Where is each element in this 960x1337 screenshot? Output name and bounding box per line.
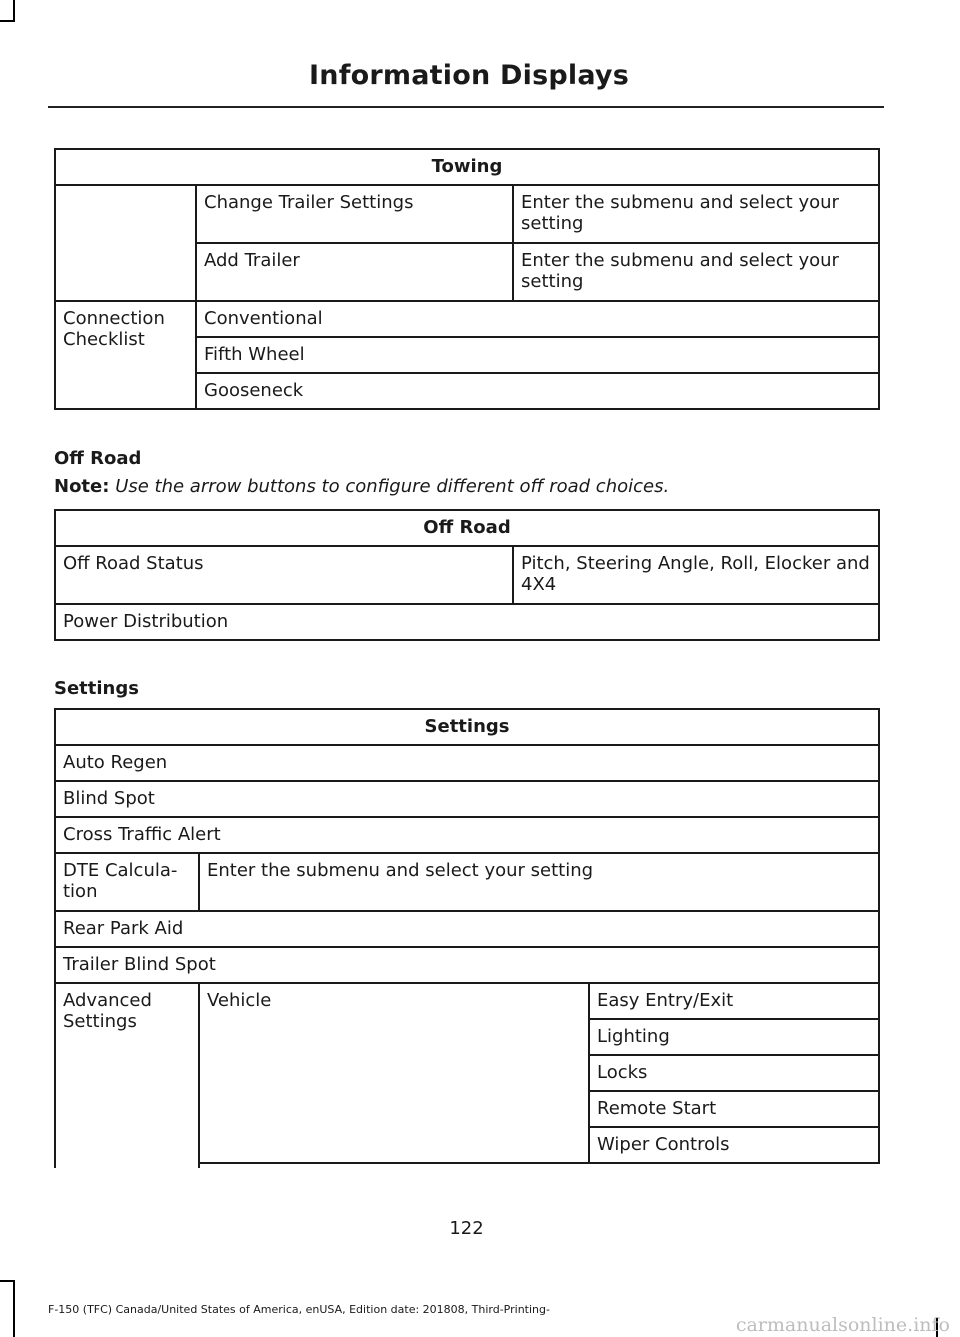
table-row [55,185,879,243]
table-row [55,745,879,781]
crop-mark-top-left [13,0,15,22]
table-cell: Enter the submenu and select your setting [199,853,879,911]
note [54,476,669,497]
table-row [55,817,879,853]
table-cell: Cross Traffic Alert [55,817,879,853]
note-label: Note: [54,476,110,497]
table-row [55,546,879,604]
towing-table-title: Towing [55,149,879,185]
crop-mark-bottom-left-h [0,1280,15,1282]
table-row [55,983,879,1019]
towing-table [54,148,880,410]
table-cell: Add Trailer [196,243,513,301]
vehicle-label: Vehicle [199,983,589,1163]
table-cell: Enter the submenu and select your setting [513,185,879,243]
table-cell: DTE Calcula-tion [55,853,199,911]
section-heading-off-road: Off Road [54,448,142,469]
page-title: Information Displays [309,60,629,91]
table-cell: Easy Entry/Exit [589,983,879,1019]
table-row [55,301,879,337]
watermark: carmanualsonline.info [735,1314,950,1336]
off-road-table-title: Off Road [55,510,879,546]
table-cell: Gooseneck [196,373,879,409]
settings-table-title: Settings [55,709,879,745]
off-road-table [54,509,880,641]
footer-text: F-150 (TFC) Canada/United States of America, enUSA, Edition date: 201808, Third-Printing- [48,1303,550,1316]
connection-checklist-label: Connection Checklist [55,301,196,409]
table-cell-empty [55,185,196,301]
settings-table [54,708,880,1168]
table-cell: Enter the submenu and select your setting [513,243,879,301]
table-cell: Fifth Wheel [196,337,879,373]
table-cell: Trailer Blind Spot [55,947,879,983]
table-cell: Auto Regen [55,745,879,781]
table-row [55,853,879,911]
table-cell: Pitch, Steering Angle, Roll, Elocker and 4X4 [513,546,879,604]
table-cell: Locks [589,1055,879,1091]
table-cell: Conventional [196,301,879,337]
table-cell: Lighting [589,1019,879,1055]
page-number: 122 [449,1218,484,1239]
table-header-row [55,149,879,185]
crop-mark-top-left-h [0,20,15,22]
table-cell: Wiper Controls [589,1127,879,1163]
header-rule [48,106,884,108]
table-cell: Rear Park Aid [55,911,879,947]
table-cell: Blind Spot [55,781,879,817]
table-cell: Power Distribution [55,604,879,640]
table-row [55,911,879,947]
table-header-row [55,709,879,745]
crop-mark-bottom-left [13,1280,15,1337]
table-cell: Remote Start [589,1091,879,1127]
table-header-row [55,510,879,546]
section-heading-settings: Settings [54,678,139,699]
table-cell: Change Trailer Settings [196,185,513,243]
table-row [55,781,879,817]
note-text: Use the arrow buttons to configure different off road choices. [115,476,670,497]
table-cell: Off Road Status [55,546,513,604]
table-row [55,604,879,640]
table-continuation [199,1163,879,1168]
table-row [55,947,879,983]
advanced-settings-label: Advanced Settings [55,983,199,1168]
